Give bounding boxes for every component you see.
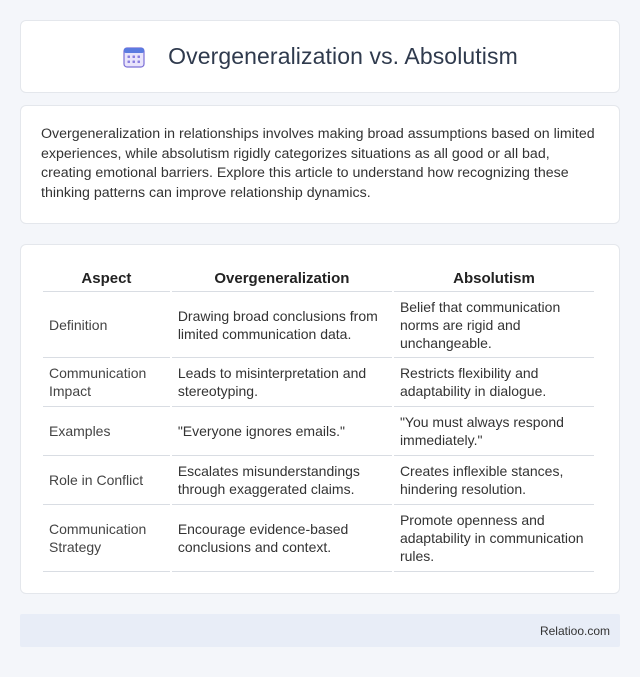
column-header-overgeneralization: Overgeneralization <box>172 265 392 292</box>
table-cell-overgeneralization: Drawing broad conclusions from limited communication data. <box>172 292 392 358</box>
comparison-card <box>20 244 620 594</box>
column-header-aspect: Aspect <box>43 265 170 292</box>
footer-brand[interactable]: Relatioo.com <box>539 623 610 638</box>
table-cell-absolutism: Restricts flexibility and adaptability in dialogue. <box>394 358 594 407</box>
table-cell-absolutism: Promote openness and adaptability in communication rules. <box>394 505 594 572</box>
footer <box>20 614 620 647</box>
table-row <box>43 505 594 572</box>
table-cell-aspect: Communication Strategy <box>43 505 170 572</box>
title-card <box>20 20 620 93</box>
table-cell-overgeneralization: "Everyone ignores emails." <box>172 407 392 456</box>
table-row <box>43 407 594 456</box>
table-cell-absolutism: "You must always respond immediately." <box>394 407 594 456</box>
table-cell-aspect: Communication Impact <box>43 358 170 407</box>
calendar-icon <box>122 45 146 69</box>
table-row <box>43 292 594 358</box>
table-row <box>43 456 594 505</box>
table-row <box>43 358 594 407</box>
table-cell-aspect: Examples <box>43 407 170 456</box>
intro-card <box>20 105 620 224</box>
column-header-absolutism: Absolutism <box>394 265 594 292</box>
table-header-row <box>43 265 594 292</box>
table-cell-absolutism: Creates inflexible stances, hindering resolution. <box>394 456 594 505</box>
table-cell-aspect: Role in Conflict <box>43 456 170 505</box>
page-title: Overgeneralization vs. Absolutism <box>168 43 518 69</box>
comparison-table <box>41 265 596 572</box>
table-cell-overgeneralization: Escalates misunderstandings through exaggerated claims. <box>172 456 392 505</box>
table-cell-overgeneralization: Leads to misinterpretation and stereotyping. <box>172 358 392 407</box>
table-cell-overgeneralization: Encourage evidence-based conclusions and context. <box>172 505 392 572</box>
intro-text: Overgeneralization in relationships involves making broad assumptions based on limited experiences, while absolutism rigidly categorizes situations as all good or all bad, creating emotional barriers. Explore this article to understand how recognizing these thinking patterns can improve relationship dynamics. <box>41 126 595 201</box>
table-cell-absolutism: Belief that communication norms are rigid and unchangeable. <box>394 292 594 358</box>
table-cell-aspect: Definition <box>43 292 170 358</box>
